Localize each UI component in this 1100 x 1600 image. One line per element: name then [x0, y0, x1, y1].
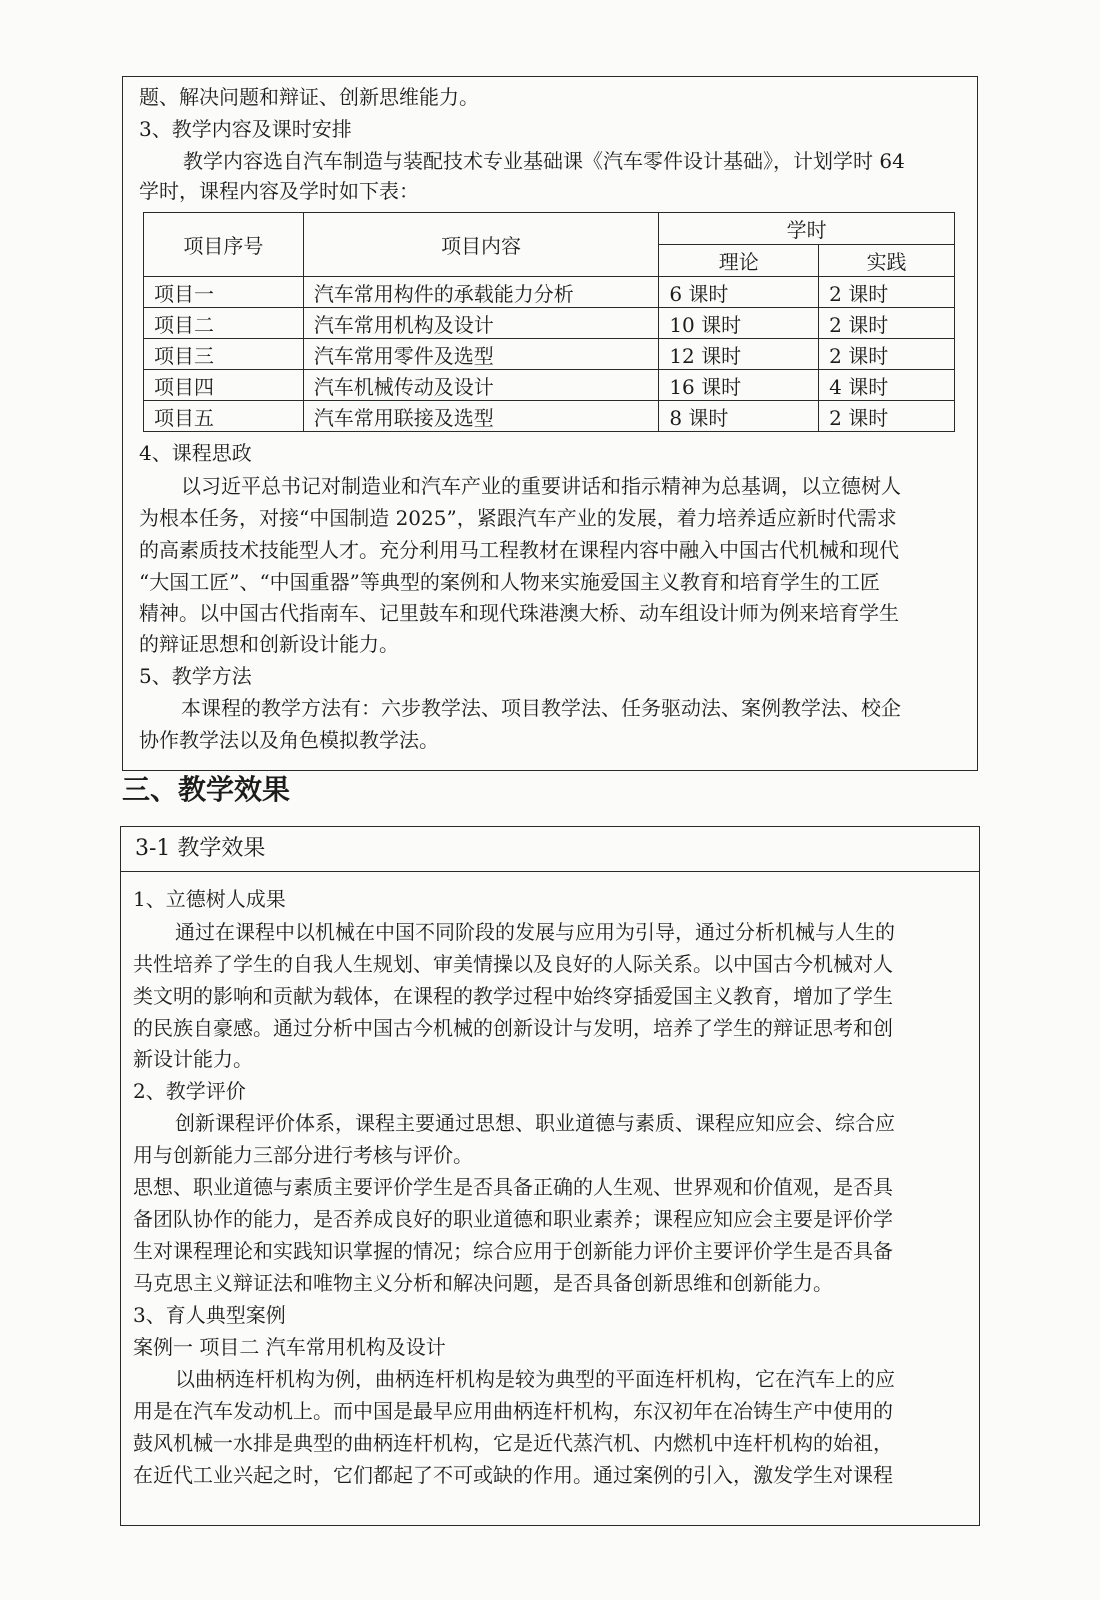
heading-typical-cases: 3、育人典型案例	[133, 1303, 286, 1327]
table-row	[144, 308, 955, 339]
cell-seq: 项目三	[144, 339, 304, 370]
cell-practice: 2 课时	[819, 339, 955, 370]
text-line: 用与创新能力三部分进行考核与评价。	[133, 1143, 473, 1167]
text-line: 学时，课程内容及学时如下表：	[139, 179, 419, 203]
cell-practice: 2 课时	[819, 277, 955, 308]
header-theory: 理论	[659, 245, 819, 277]
text-line: 思想、职业道德与素质主要评价学生是否具备正确的人生观、世界观和价值观，是否具	[133, 1175, 893, 1199]
heading-evaluation: 2、教学评价	[133, 1079, 246, 1103]
text-line: 鼓风机械一水排是典型的曲柄连杆机构，它是近代蒸汽机、内燃机中连杆机构的始祖，	[133, 1431, 893, 1455]
cell-content: 汽车常用机构及设计	[303, 308, 659, 339]
cell-content: 汽车常用联接及选型	[303, 401, 659, 432]
text-line: 生对课程理论和实践知识掌握的情况；综合应用于创新能力评价主要评价学生是否具备	[133, 1239, 893, 1263]
text-line: 协作教学法以及角色模拟教学法。	[139, 728, 439, 752]
text-line: 新设计能力。	[133, 1047, 253, 1071]
text-line: 教学内容选自汽车制造与装配技术专业基础课《汽车零件设计基础》，计划学时 64	[183, 149, 905, 173]
cell-practice: 4 课时	[819, 370, 955, 401]
cell-content: 汽车机械传动及设计	[303, 370, 659, 401]
text-line: 的辩证思想和创新设计能力。	[139, 632, 399, 656]
table-row	[144, 401, 955, 432]
section-title: 三、教学效果	[122, 773, 291, 806]
heading-teaching-content: 3、教学内容及课时安排	[139, 117, 352, 141]
text-line: 精神。以中国古代指南车、记里鼓车和现代珠港澳大桥、动车组设计师为例来培育学生	[139, 601, 899, 625]
cell-theory: 6 课时	[659, 277, 819, 308]
header-seq: 项目序号	[144, 213, 304, 277]
text-line: 类文明的影响和贡献为载体，在课程的教学过程中始终穿插爱国主义教育，增加了学生	[133, 984, 893, 1008]
cell-theory: 8 课时	[659, 401, 819, 432]
heading-moral-education: 1、立德树人成果	[133, 887, 286, 911]
table-row	[144, 370, 955, 401]
text-line: 为根本任务，对接“中国制造 2025”，紧跟汽车产业的发展，着力培养适应新时代需求	[139, 506, 897, 530]
cell-content: 汽车常用零件及选型	[303, 339, 659, 370]
text-line: 的民族自豪感。通过分析中国古今机械的创新设计与发明，培养了学生的辩证思考和创	[133, 1016, 893, 1040]
cell-practice: 2 课时	[819, 308, 955, 339]
text-line: 备团队协作的能力，是否养成良好的职业道德和职业素养；课程应知应会主要是评价学	[133, 1207, 893, 1231]
text-line: 以曲柄连杆机构为例，曲柄连杆机构是较为典型的平面连杆机构，它在汽车上的应	[175, 1367, 895, 1391]
text-line: 题、解决问题和辩证、创新思维能力。	[139, 85, 479, 109]
text-line: 创新课程评价体系，课程主要通过思想、职业道德与素质、课程应知应会、综合应	[175, 1111, 895, 1135]
text-line: 以习近平总书记对制造业和汽车产业的重要讲话和指示精神为总基调，以立德树人	[181, 474, 901, 498]
cell-seq: 项目二	[144, 308, 304, 339]
box-header: 3-1 教学效果	[121, 827, 979, 872]
table-row	[144, 339, 955, 370]
cell-content: 汽车常用构件的承载能力分析	[303, 277, 659, 308]
cell-theory: 16 课时	[659, 370, 819, 401]
header-content: 项目内容	[303, 213, 659, 277]
text-line: 的高素质技术技能型人才。充分利用马工程教材在课程内容中融入中国古代机械和现代	[139, 538, 899, 562]
cell-theory: 10 课时	[659, 308, 819, 339]
heading-teaching-methods: 5、教学方法	[139, 664, 252, 688]
heading-ideology: 4、课程思政	[139, 441, 252, 465]
text-line: 在近代工业兴起之时，它们都起了不可或缺的作用。通过案例的引入，激发学生对课程	[133, 1463, 893, 1487]
text-line: 通过在课程中以机械在中国不同阶段的发展与应用为引导，通过分析机械与人生的	[175, 920, 895, 944]
text-line: 马克思主义辩证法和唯物主义分析和解决问题，是否具备创新思维和创新能力。	[133, 1271, 833, 1295]
cell-practice: 2 课时	[819, 401, 955, 432]
header-hours: 学时	[659, 213, 955, 245]
header-practice: 实践	[819, 245, 955, 277]
course-hours-table	[143, 212, 955, 432]
text-line: “大国工匠”、“中国重器”等典型的案例和人物来实施爱国主义教育和培育学生的工匠	[139, 570, 880, 594]
cell-seq: 项目五	[144, 401, 304, 432]
text-line: 用是在汽车发动机上。而中国是最早应用曲柄连杆机构，东汉初年在冶铸生产中使用的	[133, 1399, 893, 1423]
table-row	[144, 277, 955, 308]
cell-seq: 项目一	[144, 277, 304, 308]
cell-seq: 项目四	[144, 370, 304, 401]
case-title: 案例一 项目二 汽车常用机构及设计	[133, 1335, 446, 1359]
text-line: 本课程的教学方法有：六步教学法、项目教学法、任务驱动法、案例教学法、校企	[181, 696, 901, 720]
cell-theory: 12 课时	[659, 339, 819, 370]
text-line: 共性培养了学生的自我人生规划、审美情操以及良好的人际关系。以中国古今机械对人	[133, 952, 893, 976]
